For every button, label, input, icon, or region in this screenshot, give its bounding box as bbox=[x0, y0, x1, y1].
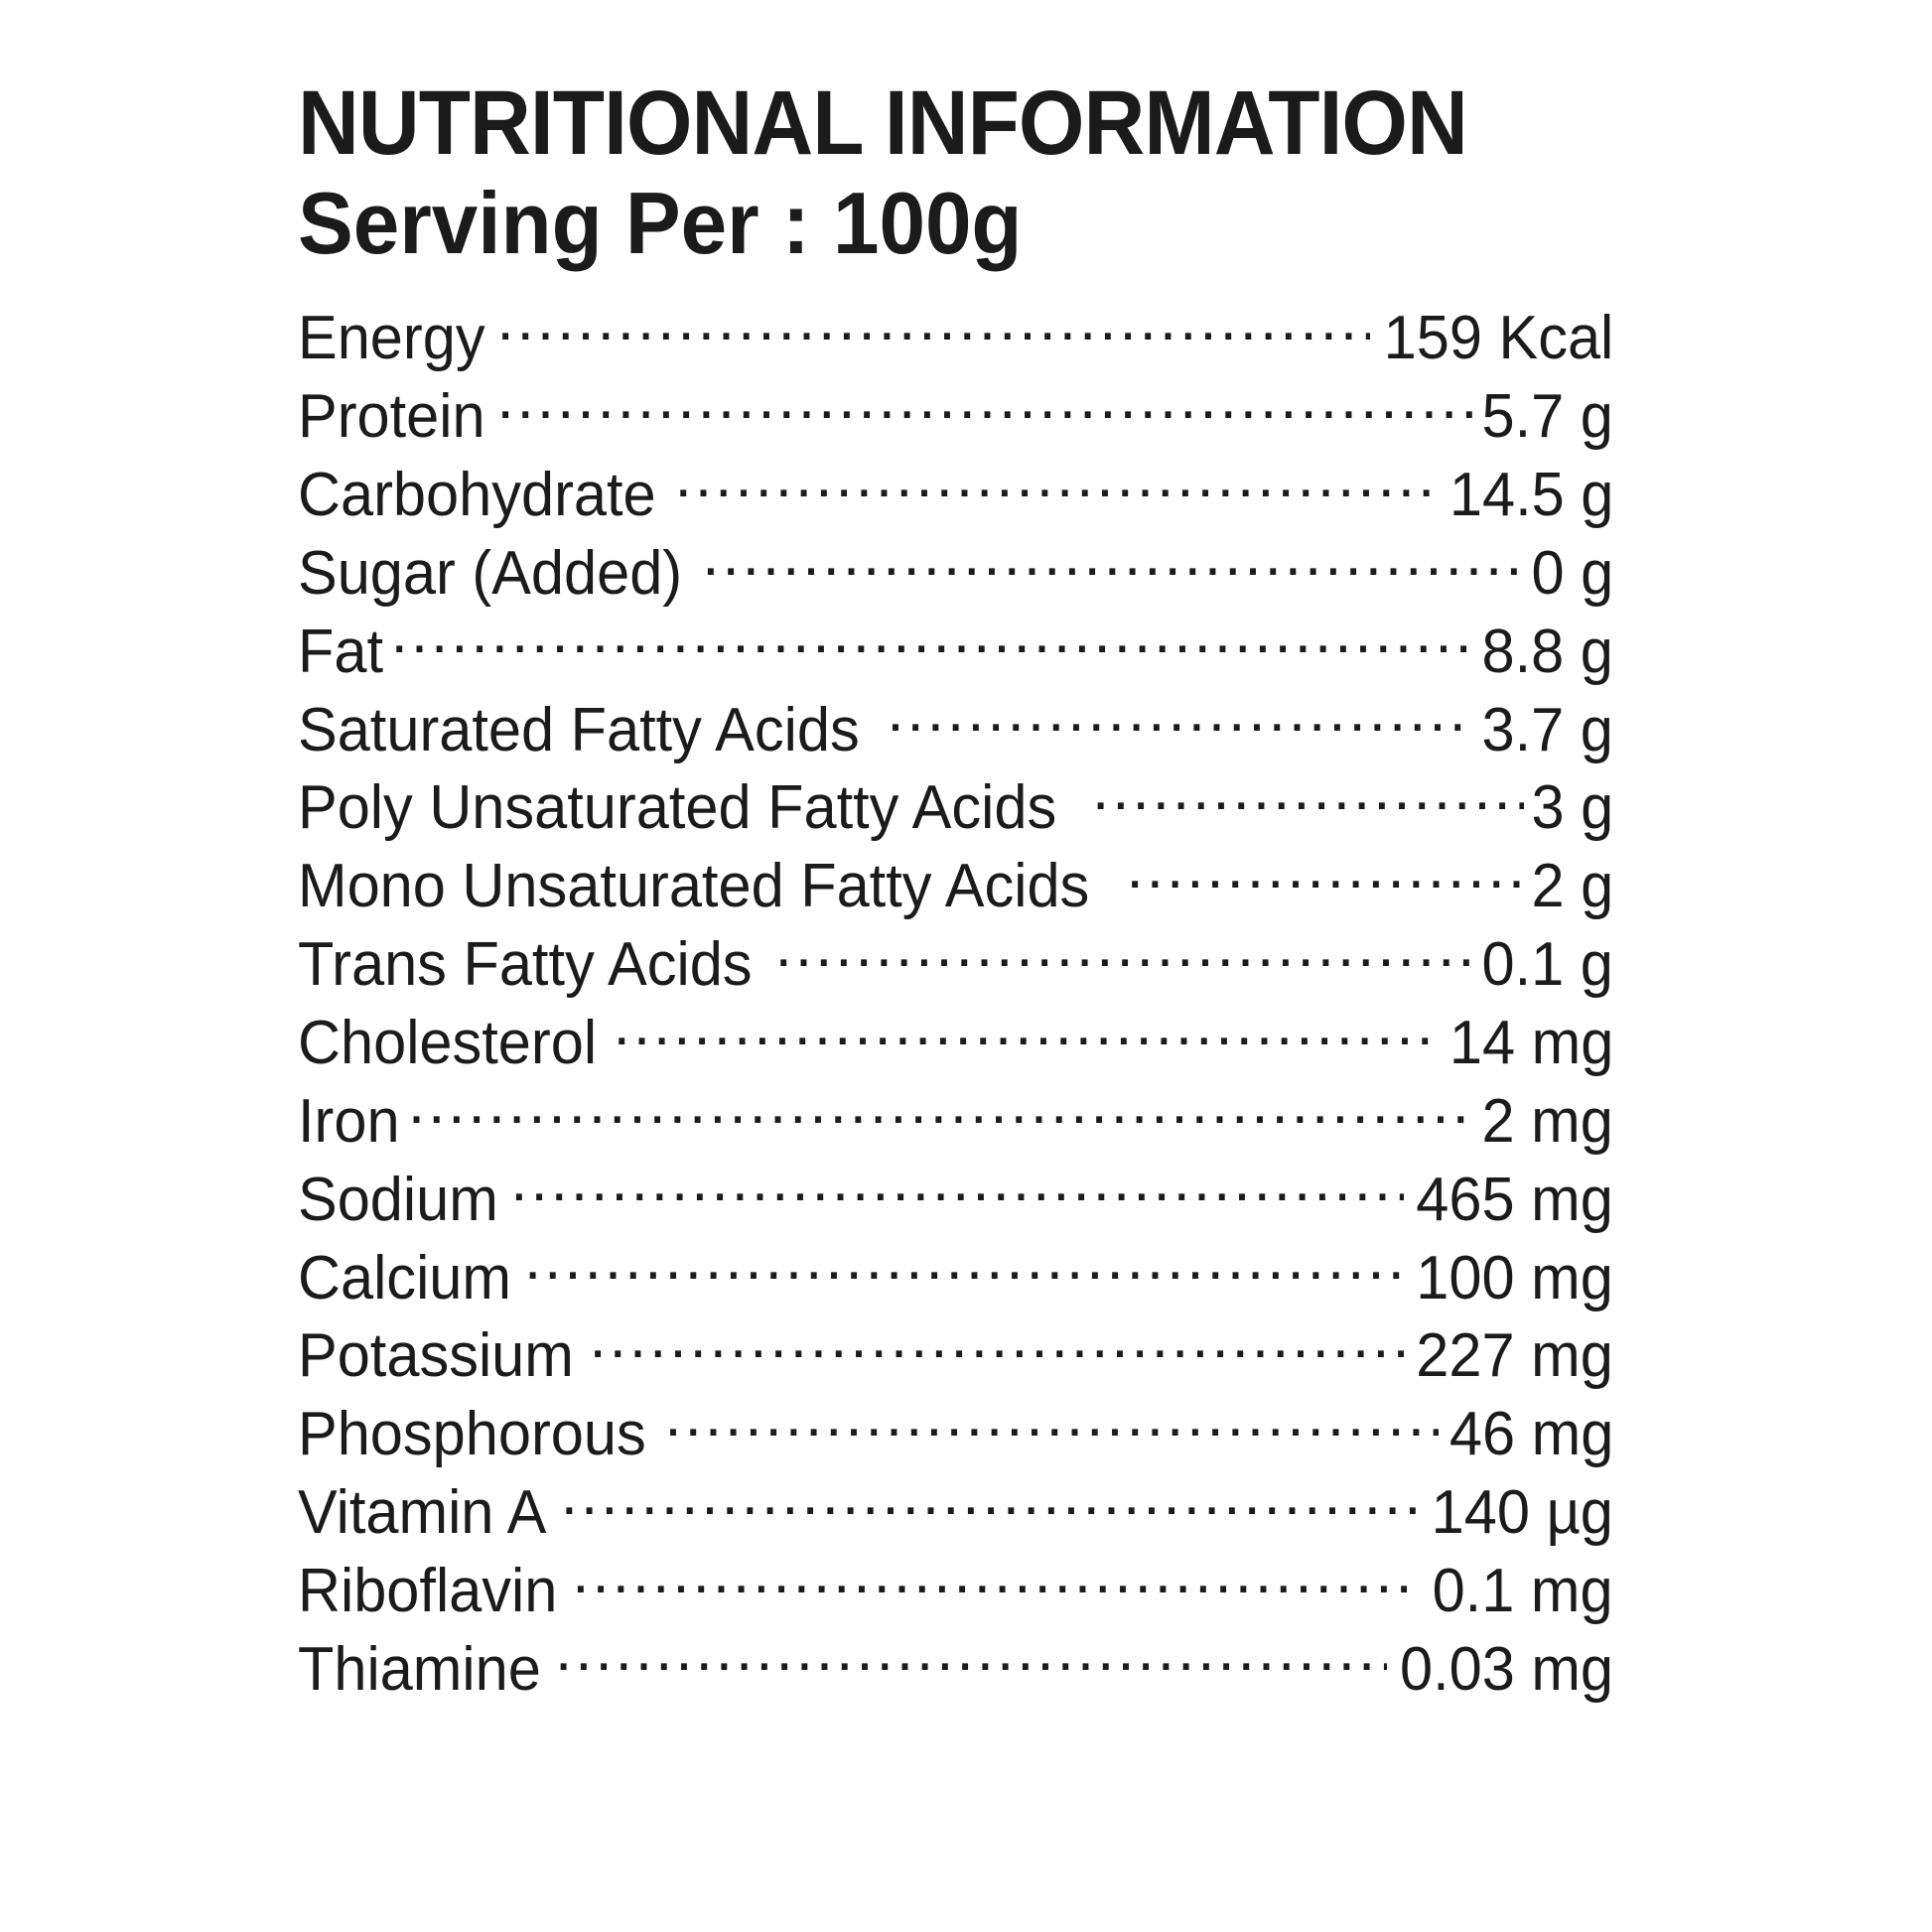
leader-dots bbox=[561, 1471, 1420, 1533]
nutrient-label: Vitamin A bbox=[298, 1478, 547, 1548]
leader-dots bbox=[408, 1080, 1472, 1142]
nutrient-row bbox=[298, 1080, 1613, 1159]
nutrient-list bbox=[298, 297, 1783, 1706]
leader-dots bbox=[887, 689, 1472, 751]
nutrient-label: Trans Fatty Acids bbox=[298, 930, 753, 1000]
nutrient-row bbox=[298, 454, 1613, 532]
nutrient-label: Cholesterol bbox=[298, 1008, 598, 1077]
leader-dots bbox=[589, 1314, 1404, 1376]
nutrient-label: Carbohydrate bbox=[298, 461, 656, 530]
nutrient-value: 0.03 mg bbox=[1399, 1634, 1613, 1704]
nutrient-label: Iron bbox=[298, 1086, 400, 1156]
nutrient-value: 227 mg bbox=[1416, 1321, 1613, 1391]
nutrient-value: 465 mg bbox=[1416, 1165, 1613, 1234]
nutrient-value: 46 mg bbox=[1449, 1400, 1613, 1469]
leader-dots bbox=[391, 611, 1473, 672]
nutrient-label: Potassium bbox=[298, 1321, 574, 1391]
serving-size-label: Serving Per : 100g bbox=[298, 173, 1023, 272]
nutrient-row bbox=[298, 375, 1613, 454]
nutrient-row bbox=[298, 532, 1613, 611]
leader-dots bbox=[1127, 845, 1524, 906]
nutrient-row bbox=[298, 1002, 1613, 1080]
nutrient-row bbox=[298, 1393, 1613, 1471]
nutrient-row bbox=[298, 845, 1613, 923]
nutrient-row bbox=[298, 1314, 1613, 1393]
leader-dots bbox=[496, 375, 1472, 437]
leader-dots bbox=[510, 1159, 1404, 1220]
leader-dots bbox=[572, 1550, 1421, 1611]
nutrient-value: 8.8 g bbox=[1481, 617, 1613, 686]
leader-dots bbox=[1092, 766, 1524, 828]
nutrient-row bbox=[298, 1471, 1613, 1550]
nutrient-value: 14 mg bbox=[1449, 1008, 1613, 1077]
nutrient-value: 0.1 mg bbox=[1433, 1556, 1613, 1625]
nutrient-row bbox=[298, 1159, 1613, 1237]
leader-dots bbox=[524, 1237, 1404, 1299]
nutrient-label: Energy bbox=[298, 304, 485, 373]
nutrient-label: Thiamine bbox=[298, 1634, 541, 1704]
nutrient-row bbox=[298, 1628, 1613, 1707]
nutrient-row bbox=[298, 766, 1613, 845]
nutrient-row bbox=[298, 923, 1613, 1002]
leader-dots bbox=[555, 1628, 1387, 1690]
nutrient-label: Saturated Fatty Acids bbox=[298, 695, 860, 764]
nutrient-label: Calcium bbox=[298, 1243, 511, 1312]
leader-dots bbox=[496, 297, 1369, 358]
nutrient-label: Mono Unsaturated Fatty Acids bbox=[298, 852, 1090, 921]
nutrient-label: Poly Unsaturated Fatty Acids bbox=[298, 773, 1057, 843]
nutrient-label: Protein bbox=[298, 382, 485, 452]
nutrient-value: 100 mg bbox=[1416, 1243, 1613, 1312]
leader-dots bbox=[675, 454, 1439, 515]
leader-dots bbox=[775, 923, 1472, 985]
nutrient-label: Phosphorous bbox=[298, 1400, 646, 1469]
nutrient-value: 140 µg bbox=[1431, 1478, 1613, 1548]
nutrient-label: Riboflavin bbox=[298, 1556, 558, 1625]
nutrient-row bbox=[298, 1237, 1613, 1315]
nutrient-value: 5.7 g bbox=[1481, 382, 1613, 452]
nutrient-value: 2 mg bbox=[1481, 1086, 1613, 1156]
nutrient-value: 3 g bbox=[1531, 773, 1613, 843]
nutrient-label: Fat bbox=[298, 617, 384, 686]
nutrient-value: 3.7 g bbox=[1481, 695, 1613, 764]
nutrient-row bbox=[298, 1550, 1613, 1628]
nutrient-label: Sugar (Added) bbox=[298, 538, 683, 608]
nutrient-row bbox=[298, 297, 1613, 375]
page-title: NUTRITIONAL INFORMATION bbox=[298, 72, 1467, 174]
nutrient-value: 0 g bbox=[1531, 538, 1613, 608]
nutrient-label: Sodium bbox=[298, 1165, 498, 1234]
leader-dots bbox=[702, 532, 1524, 594]
nutrient-value: 0.1 g bbox=[1481, 930, 1613, 1000]
leader-dots bbox=[664, 1393, 1438, 1454]
nutrient-row bbox=[298, 611, 1613, 689]
nutrient-value: 2 g bbox=[1531, 852, 1613, 921]
nutrient-value: 159 Kcal bbox=[1383, 304, 1613, 373]
nutrient-row bbox=[298, 689, 1613, 767]
leader-dots bbox=[614, 1002, 1439, 1063]
nutrient-value: 14.5 g bbox=[1449, 461, 1613, 530]
